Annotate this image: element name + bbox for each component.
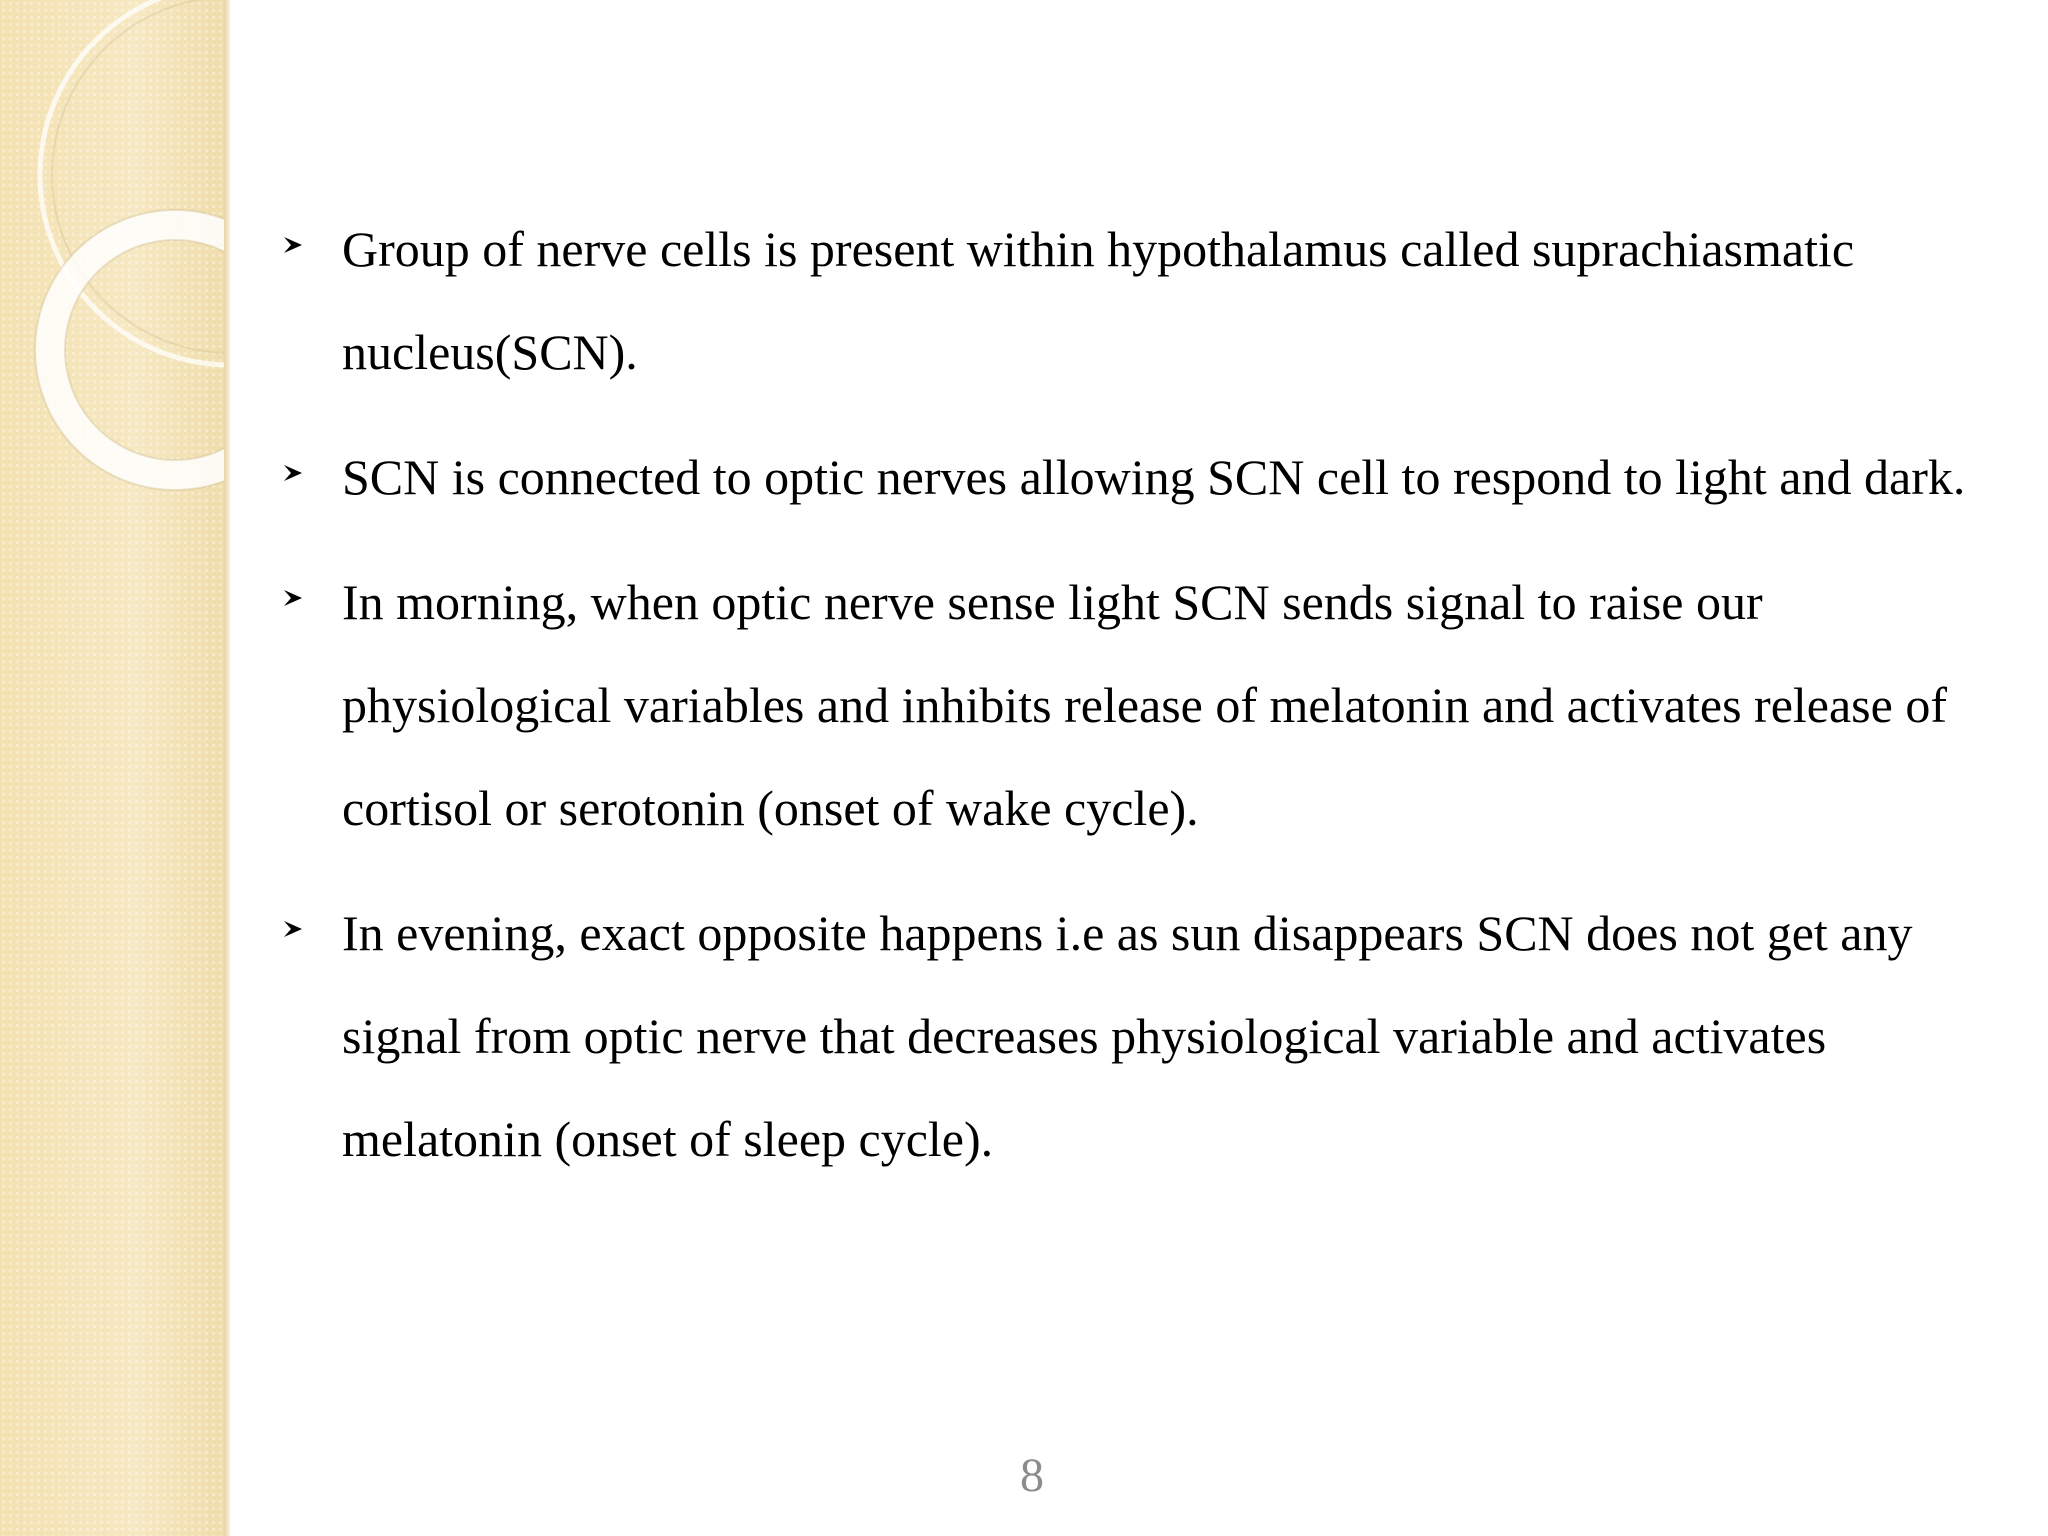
bullet-item xyxy=(282,882,2012,1191)
bullet-list xyxy=(282,198,2012,1213)
decorative-side-panel xyxy=(0,0,228,1536)
bullet-text: In morning, when optic nerve sense light SCN sends signal to raise our physiological variables and inhibits release of melatonin and activates release of cortisol or serotonin (onset of wake cycle). xyxy=(342,574,1947,836)
arrow-bullet-icon xyxy=(282,918,304,940)
page-number: 8 xyxy=(1020,1449,1044,1502)
arrow-bullet-icon xyxy=(282,587,304,609)
bullet-item xyxy=(282,551,2012,860)
bullet-text: In evening, exact opposite happens i.e as sun disappears SCN does not get any signal from optic nerve that decreases physiological variable and activates melatonin (onset of sleep cycle). xyxy=(342,905,1913,1167)
arrow-bullet-icon xyxy=(282,234,304,256)
arrow-bullet-icon xyxy=(282,462,304,484)
bullet-text: SCN is connected to optic nerves allowing SCN cell to respond to light and dark. xyxy=(342,449,1966,505)
bullet-item xyxy=(282,198,2012,404)
bullet-text: Group of nerve cells is present within hypothalamus called suprachiasmatic nucleus(SCN). xyxy=(342,221,1855,380)
bullet-item xyxy=(282,426,2012,529)
side-panel-edge xyxy=(224,0,230,1536)
decorative-rings-icon xyxy=(0,0,228,600)
